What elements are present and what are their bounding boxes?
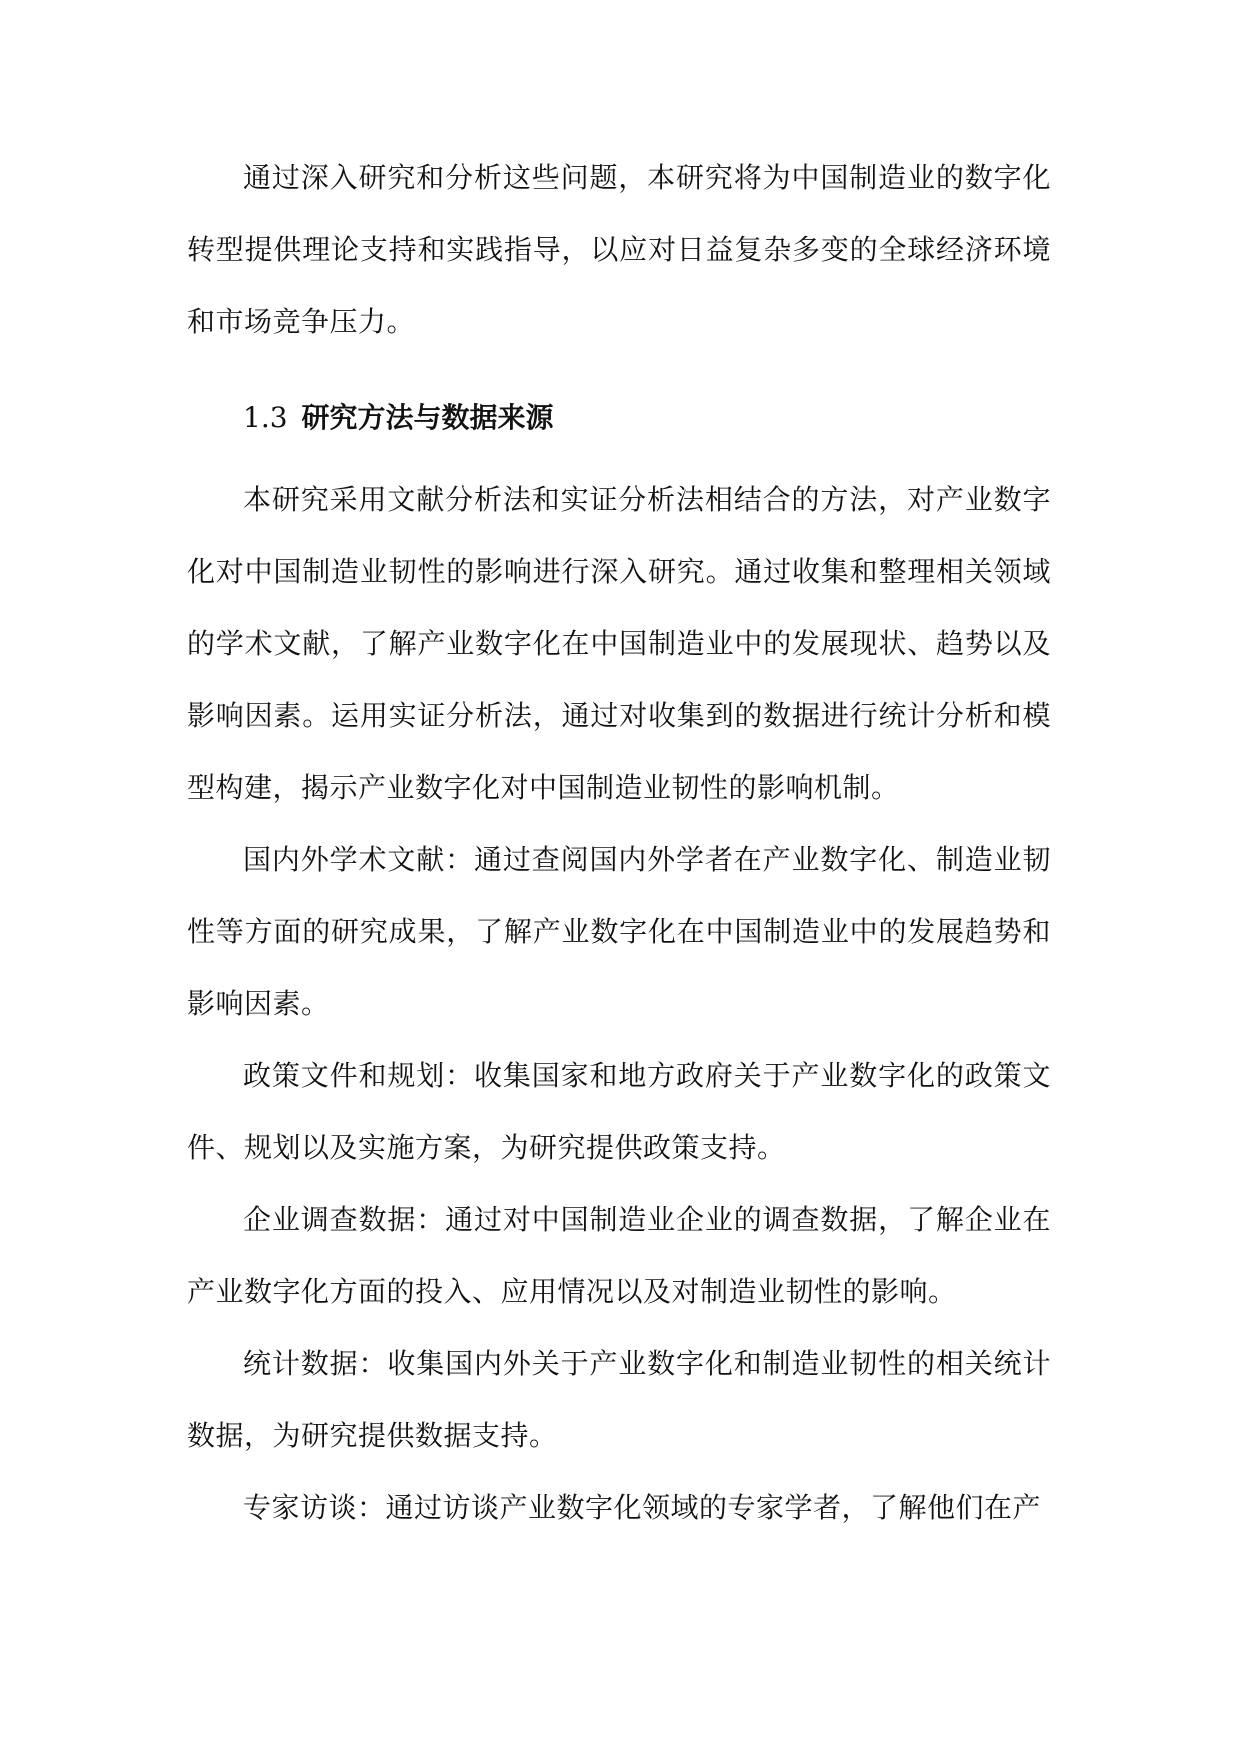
section-heading: [187, 382, 1051, 454]
section-title: 研究方法与数据来源: [301, 401, 554, 434]
intro-paragraph: 通过深入研究和分析这些问题，本研究将为中国制造业的数字化转型提供理论支持和实践指导，以应对日益复杂多变的全球经济环境和市场竞争压力。: [187, 161, 1051, 338]
section-number: 1.3: [243, 401, 288, 434]
paragraph-statistical-data: 统计数据：收集国内外关于产业数字化和制造业韧性的相关统计数据，为研究提供数据支持。: [187, 1347, 1051, 1452]
paragraph-academic-literature: 国内外学术文献：通过查阅国内外学者在产业数字化、制造业韧性等方面的研究成果，了解产业数字化在中国制造业中的发展趋势和影响因素。: [187, 843, 1051, 1020]
paragraph-policy-documents: 政策文件和规划：收集国家和地方政府关于产业数字化的政策文件、规划以及实施方案，为研究提供政策支持。: [187, 1059, 1051, 1164]
paragraph-expert-interviews: 专家访谈：通过访谈产业数字化领域的专家学者，了解他们在产: [243, 1491, 1042, 1524]
paragraph-methods: 本研究采用文献分析法和实证分析法相结合的方法，对产业数字化对中国制造业韧性的影响进行深入研究。通过收集和整理相关领域的学术文献，了解产业数字化在中国制造业中的发展现状、趋势以及影响因素。运用实证分析法，通过对收集到的数据进行统计分析和模型构建，揭示产业数字化对中国制造业韧性的影响机制。: [187, 483, 1051, 804]
paragraph-enterprise-survey: 企业调查数据：通过对中国制造业企业的调查数据，了解企业在产业数字化方面的投入、应用情况以及对制造业韧性的影响。: [187, 1203, 1051, 1308]
document-body: [187, 142, 1051, 1544]
